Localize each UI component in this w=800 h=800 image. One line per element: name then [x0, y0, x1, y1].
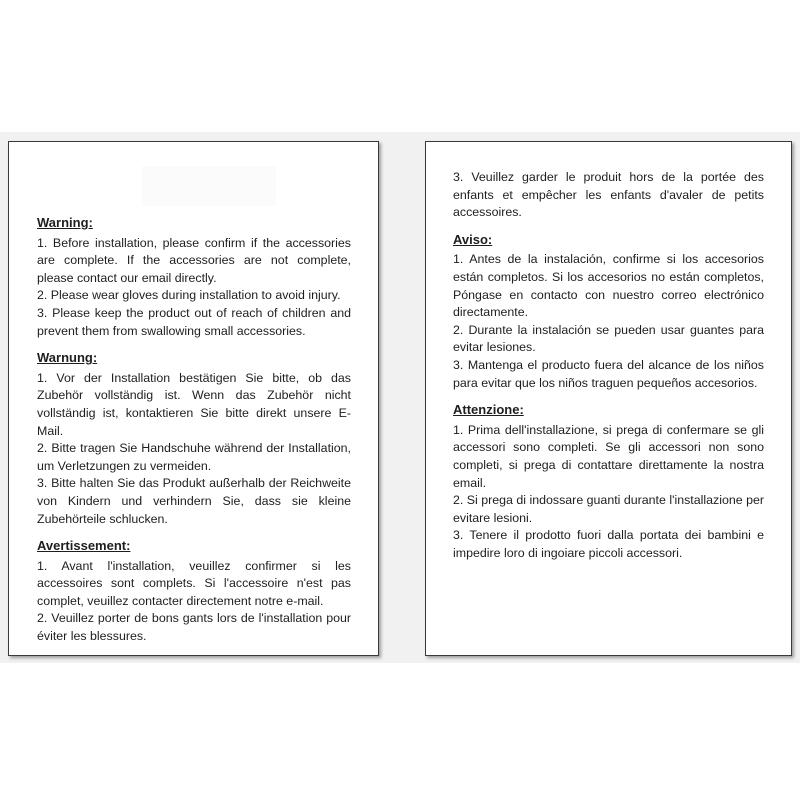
- warning-item: 1. Avant l'installation, veuillez confirmer si les accessoires sont complets. Si l'accessoire n'est pas complet, veuillez contacter directement notre e-mail.: [37, 558, 351, 608]
- warning-item: 2. Durante la instalación se pueden usar guantes para evitar lesiones.: [453, 322, 764, 355]
- section-warning-en: [37, 214, 351, 340]
- section-warning-fr: [37, 537, 351, 646]
- section-warning-es: [453, 231, 764, 392]
- warning-item: 1. Before installation, please confirm if the accessories are complete. If the accessories are not complete, please contact our email directly.: [37, 235, 351, 285]
- warning-item: 2. Si prega di indossare guanti durante l'installazione per evitare lesioni.: [453, 493, 764, 525]
- manual-page-left: [8, 141, 379, 656]
- faint-logo-area: [142, 166, 276, 206]
- warning-item: 3. Mantenga el producto fuera del alcance de los niños para evitar que los niños traguen pequeños accesorios.: [453, 357, 764, 390]
- warning-item: 3. Bitte halten Sie das Produkt außerhalb der Reichweite von Kindern und verhindern Sie, dass sie kleine Zubehörteile schlucken.: [37, 476, 351, 526]
- section-heading: Warning:: [37, 215, 93, 230]
- warning-item: 3. Tenere il prodotto fuori dalla portata dei bambini e impedire loro di ingoiare piccoli accessori.: [453, 528, 764, 560]
- section-heading: Warnung:: [37, 350, 98, 366]
- warning-item: 2. Veuillez porter de bons gants lors de l'installation pour éviter les blessures.: [37, 611, 351, 644]
- warning-item: 3. Please keep the product out of reach of children and prevent them from swallowing small accessories.: [37, 305, 351, 338]
- manual-page-right: [425, 141, 792, 656]
- warning-item: 2. Bitte tragen Sie Handschuhe während der Installation, um Verletzungen zu vermeiden.: [37, 441, 351, 473]
- warning-item: 1. Antes de la instalación, confirme si los accesorios están completos. Si los accesorios no están completos, Póngase en contacto con nuestro correo electrónico directamente.: [453, 252, 764, 320]
- section-heading: Aviso:: [453, 231, 493, 247]
- warning-item: 1. Vor der Installation bestätigen Sie bitte, ob das Zubehör vollständig ist. Wenn das Zubehör nicht vollständig ist, kontaktieren Sie bitte direkt unsere E-Mail.: [37, 370, 351, 438]
- section-heading: Avertissement:: [37, 538, 131, 554]
- section-warning-it: [453, 401, 764, 562]
- warning-item: 2. Please wear gloves during installation to avoid injury.: [37, 288, 341, 303]
- section-heading: Attenzione:: [453, 402, 524, 418]
- section-warning-de: [37, 349, 351, 528]
- section-continued-fr: [453, 169, 764, 222]
- warning-item: 3. Veuillez garder le produit hors de la portée des enfants et empêcher les enfants d'avaler de petits accessoires.: [453, 170, 764, 220]
- warning-item: 1. Prima dell'installazione, si prega di confermare se gli accessori sono completi. Se gli accessori non sono completi, si prega di contattare direttamente la nostra email.: [453, 422, 764, 490]
